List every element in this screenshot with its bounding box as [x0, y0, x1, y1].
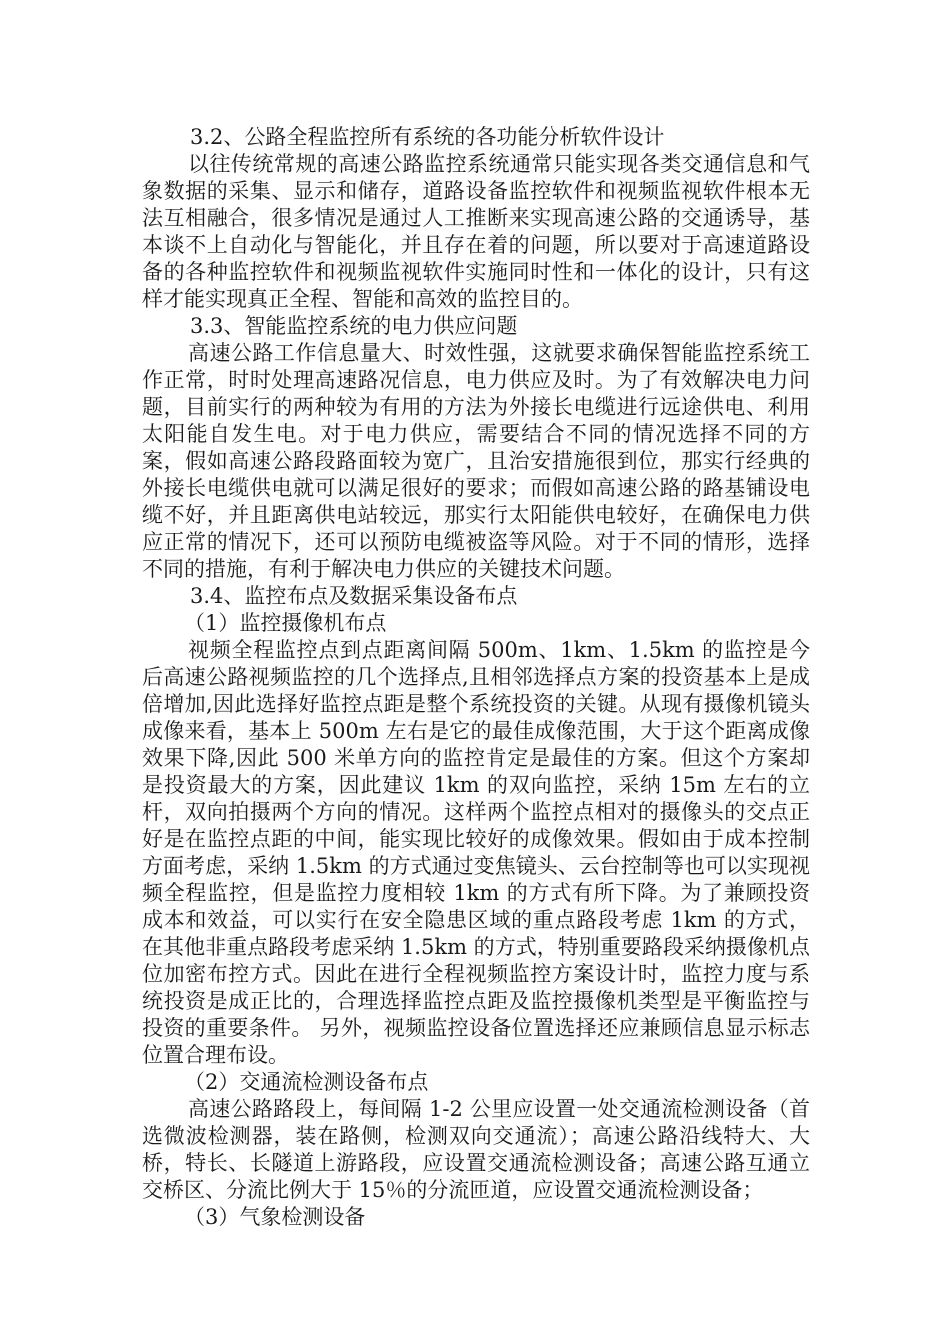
section-heading-3-4: 3.4、监控布点及数据采集设备布点 — [190, 584, 518, 608]
paragraph-camera-placement: 视频全程监控点到点距离间隔 500m、1km、1.5km 的监控是今后高速公路视频监控的几个选择点,且相邻选择点方案的投资基本上是成倍增加,因此选择好监控点距是整个系统投资的关键。从现有摄像机镜头成像来看，基本上 500m 左右是它的最佳成像范围，大于这个距离成像效果下降,因此 500 米单方向的监控肯定是最佳的方案。但这个方案却是投资最大的方案，因此建议 1km 的双向监控，采纳 15m 左右的立杆，双向拍摄两个方向的情况。这样两个监控点相对的摄像头的交点正好是在监控点距的中间，能实现比较好的成像效果。假如由于成本控制方面考虑，采纳 1.5km 的方式通过变焦镜头、云台控制等也可以实现视频全程监控，但是监控力度相较 1km 的方式有所下降。为了兼顾投资成本和效益，可以实行在安全隐患区域的重点路段考虑 1km 的方式，在其他非重点路段考虑采纳 1.5km 的方式，特别重要路段采纳摄像机点位加密布控方式。因此在进行全程视频监控方案设计时，监控力度与系统投资是成正比的，合理选择监控点距及监控摄像机类型是平衡监控与投资的重要条件。 另外，视频监控设备位置选择还应兼顾信息显示标志位置合理布设。 — [142, 638, 810, 1067]
paragraph-traffic-detection: 高速公路路段上，每间隔 1-2 公里应设置一处交通流检测设备（首选微波检测器，装在路侧，检测双向交通流）；高速公路沿线特大、大桥，特长、长隧道上游路段，应设置交通流检测设备；高速公路互通立交桥区、分流比例大于 15％的分流匝道，应设置交通流检测设备； — [142, 1097, 810, 1202]
paragraph-monitoring-software: 以往传统常规的高速公路监控系统通常只能实现各类交通信息和气象数据的采集、显示和储存，道路设备监控软件和视频监视软件根本无法互相融合，很多情况是通过人工推断来实现高速公路的交通诱导，基本谈不上自动化与智能化，并且存在着的问题，所以要对于高速道路设备的各种监控软件和视频监视软件实施同时性和一体化的设计，只有这样才能实现真正全程、智能和高效的监控目的。 — [142, 152, 810, 311]
paragraph-power-supply: 高速公路工作信息量大、时效性强，这就要求确保智能监控系统工作正常，时时处理高速路况信息，电力供应及时。为了有效解决电力问题，目前实行的两种较为有用的方法为外接长电缆进行远途供电、利用太阳能自发生电。对于电力供应，需要结合不同的情况选择不同的方案，假如高速公路段路面较为宽广，且治安措施很到位，那实行经典的外接长电缆供电就可以满足很好的要求；而假如高速公路的路基铺设电缆不好，并且距离供电站较远，那实行太阳能供电较好，在确保电力供应正常的情况下，还可以预防电缆被盗等风险。对于不同的情形，选择不同的措施，有利于解决电力供应的关键技术问题。 — [142, 341, 810, 581]
section-heading-3-3: 3.3、智能监控系统的电力供应问题 — [190, 314, 518, 338]
subheading-traffic-detection: （2）交通流检测设备布点 — [184, 1070, 429, 1094]
subheading-camera-placement: （1）监控摄像机布点 — [184, 611, 387, 635]
document-body — [142, 124, 810, 1231]
subheading-weather-detection: （3）气象检测设备 — [184, 1205, 366, 1229]
section-heading-3-2: 3.2、公路全程监控所有系统的各功能分析软件设计 — [190, 125, 665, 149]
